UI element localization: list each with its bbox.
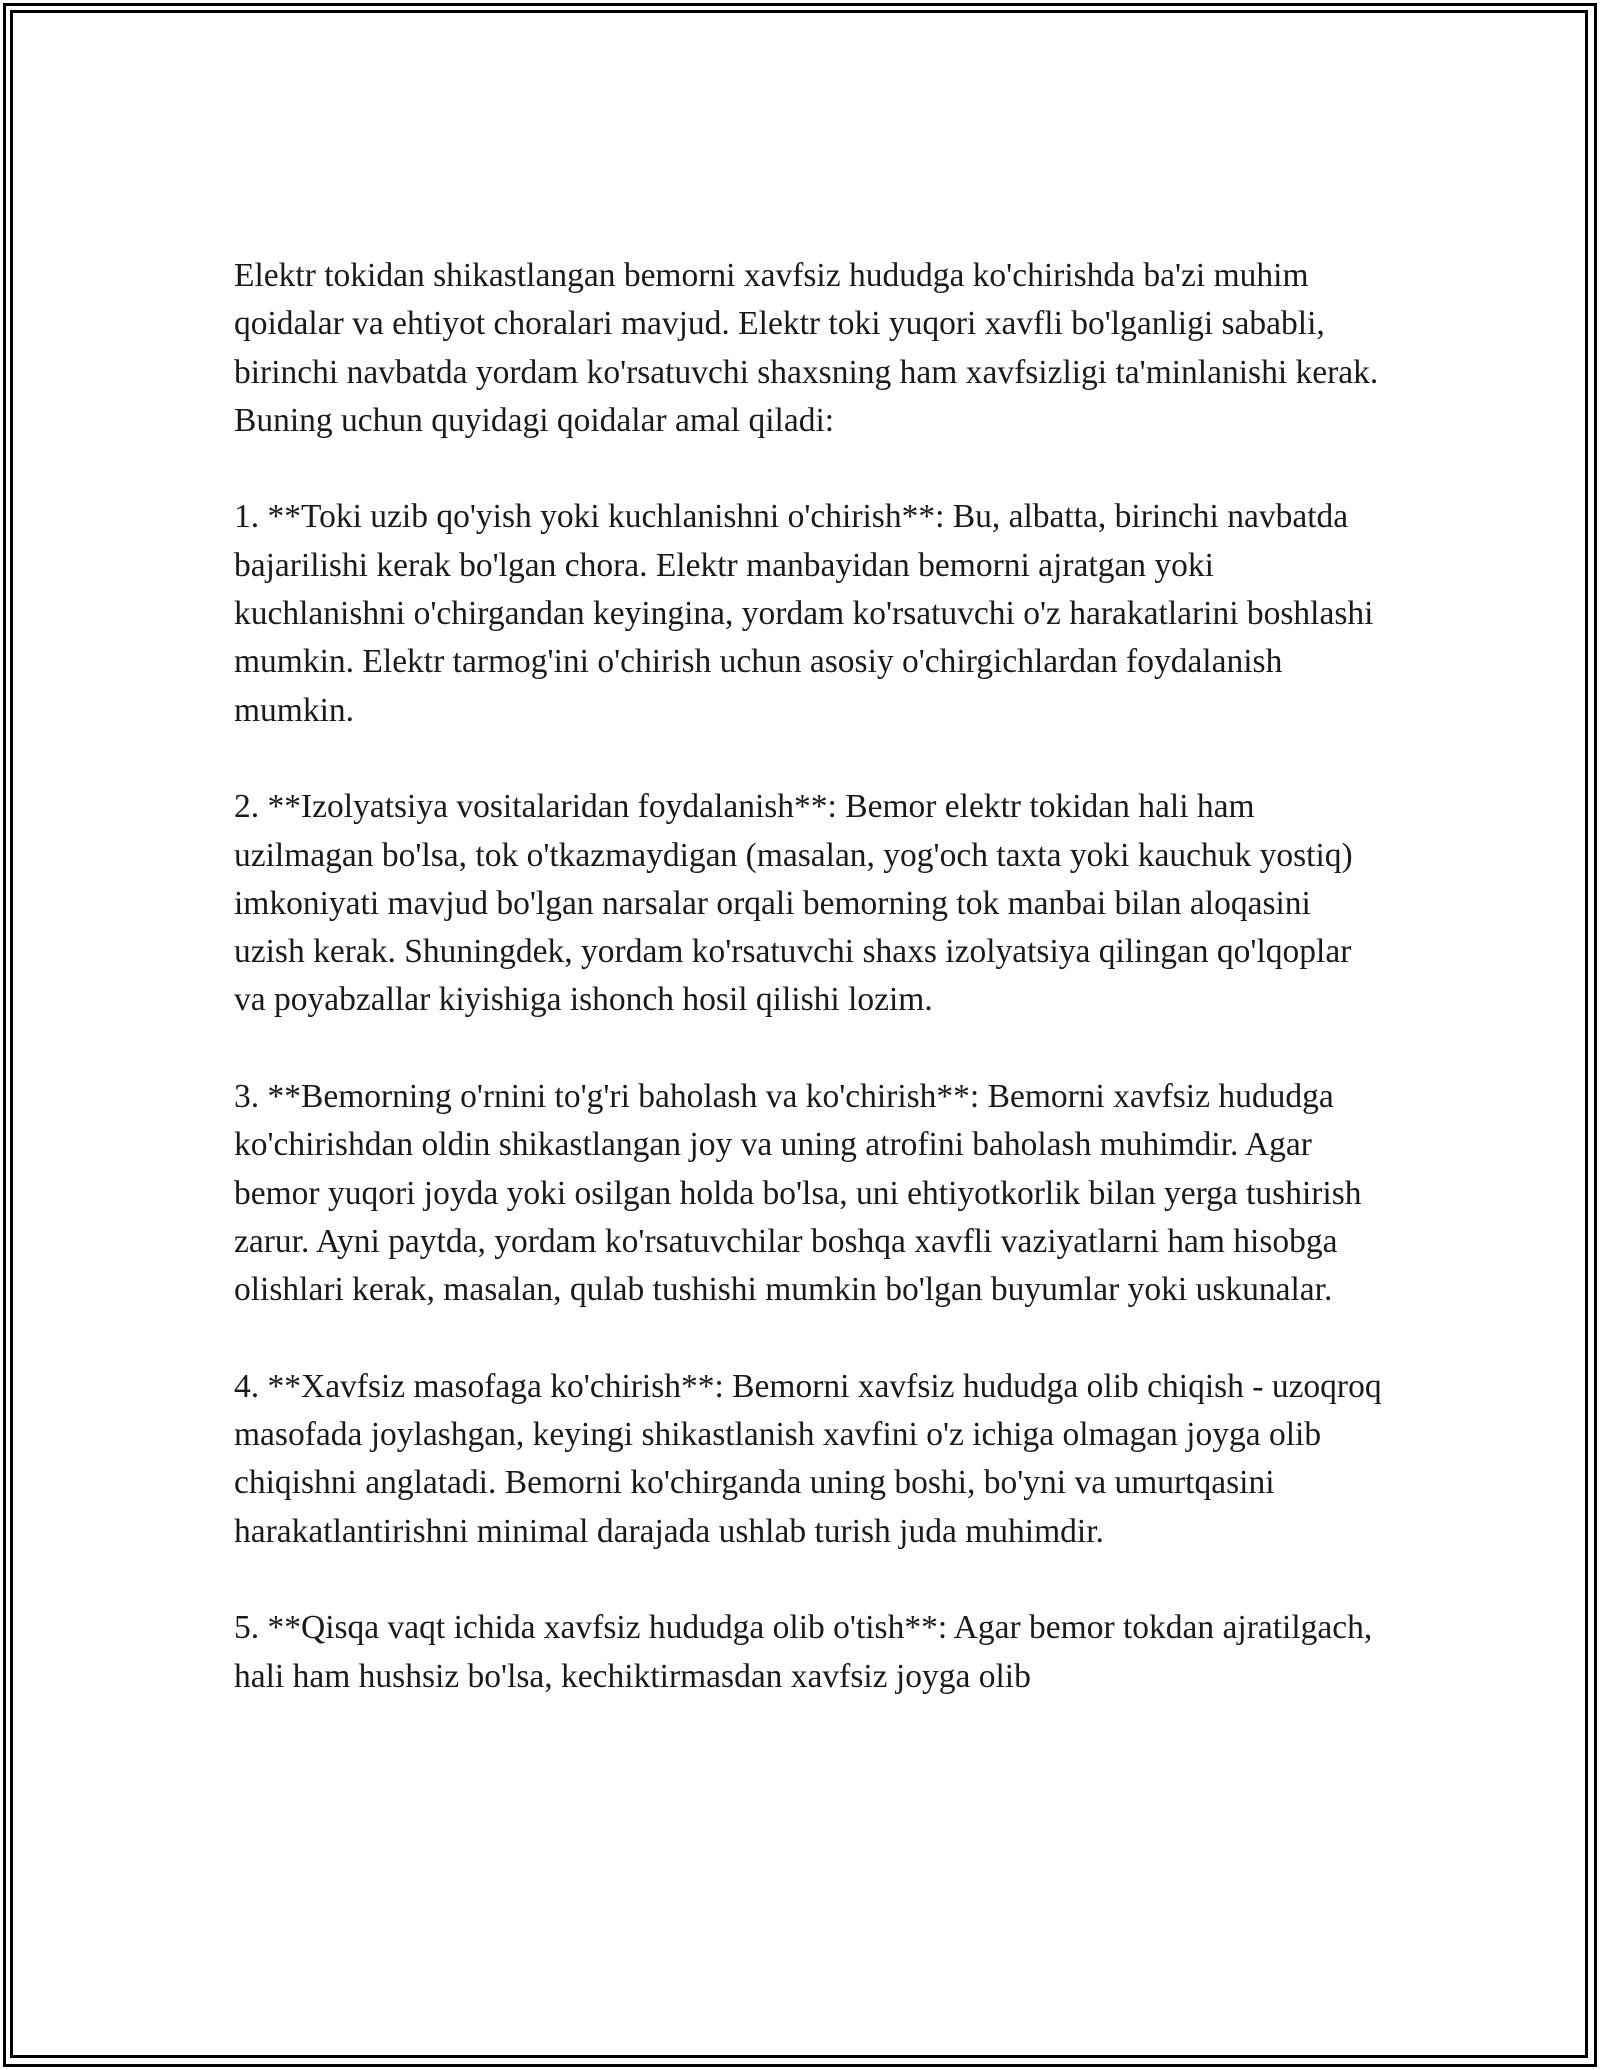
list-item-5: 5. **Qisqa vaqt ichida xavfsiz hududga olib o'tish**: Agar bemor tokdan ajratilgach, hali ham hushsiz bo'lsa, kechiktirmasdan xavfsiz joyga olib (234, 1609, 1373, 1695)
list-item-3: 3. **Bemorning o'rnini to'g'ri baholash va ko'chirish**: Bemorni xavfsiz hududga ko'chirishdan oldin shikastlangan joy va uning atrofini baholash muhimdir. Agar bemor yuqori joyda yoki osilgan holda bo'lsa, uni ehtiyotkorlik bilan yerga tushirish zarur. Ayni paytda, yordam ko'rsatuvchilar boshqa xavfli vaziyatlarni ham hisobga olishlari kerak, masalan, qulab tushishi mumkin bo'lgan buyumlar yoki uskunalar. (234, 1078, 1362, 1309)
list-item-2: 2. **Izolyatsiya vositalaridan foydalanish**: Bemor elektr tokidan hali ham uzilmagan bo'lsa, tok o'tkazmaydigan (masalan, yog'och taxta yoki kauchuk yostiq) imkoniyati mavjud bo'lgan narsalar orqali bemorning tok manbai bilan aloqasini uzish kerak. Shuningdek, yordam ko'rsatuvchi shaxs izolyatsiya qilingan qo'lqoplar va poyabzallar kiyishiga ishonch hosil qilishi lozim. (234, 788, 1353, 1019)
list-item-1: 1. **Toki uzib qo'yish yoki kuchlanishni o'chirish**: Bu, albatta, birinchi navbatda bajarilishi kerak bo'lgan chora. Elektr manbayidan bemorni ajratgan yoki kuchlanishni o'chirgandan keyingina, yordam ko'rsatuvchi o'z harakatlarini boshlashi mumkin. Elektr tarmog'ini o'chirish uchun asosiy o'chirgichlardan foydalanish mumkin. (234, 498, 1374, 729)
list-item-4: 4. **Xavfsiz masofaga ko'chirish**: Bemorni xavfsiz hududga olib chiqish - uzoqroq masofada joylashgan, keyingi shikastlanish xavfini o'z ichiga olmagan joyga olib chiqishni anglatadi. Bemorni ko'chirganda uning boshi, bo'yni va umurtqasini harakatlantirishni minimal darajada ushlab turish juda muhimdir. (234, 1367, 1382, 1550)
intro-paragraph: Elektr tokidan shikastlangan bemorni xavfsiz hududga ko'chirishda ba'zi muhim qoidalar va ehtiyot choralari mavjud. Elektr toki yuqori xavfli bo'lganligi sababli, birinchi navbatda yordam ko'rsatuvchi shaxsning ham xavfsizligi ta'minlanishi kerak. Buning uchun quyidagi qoidalar amal qiladi: (234, 257, 1379, 439)
document-body (234, 252, 1384, 1701)
